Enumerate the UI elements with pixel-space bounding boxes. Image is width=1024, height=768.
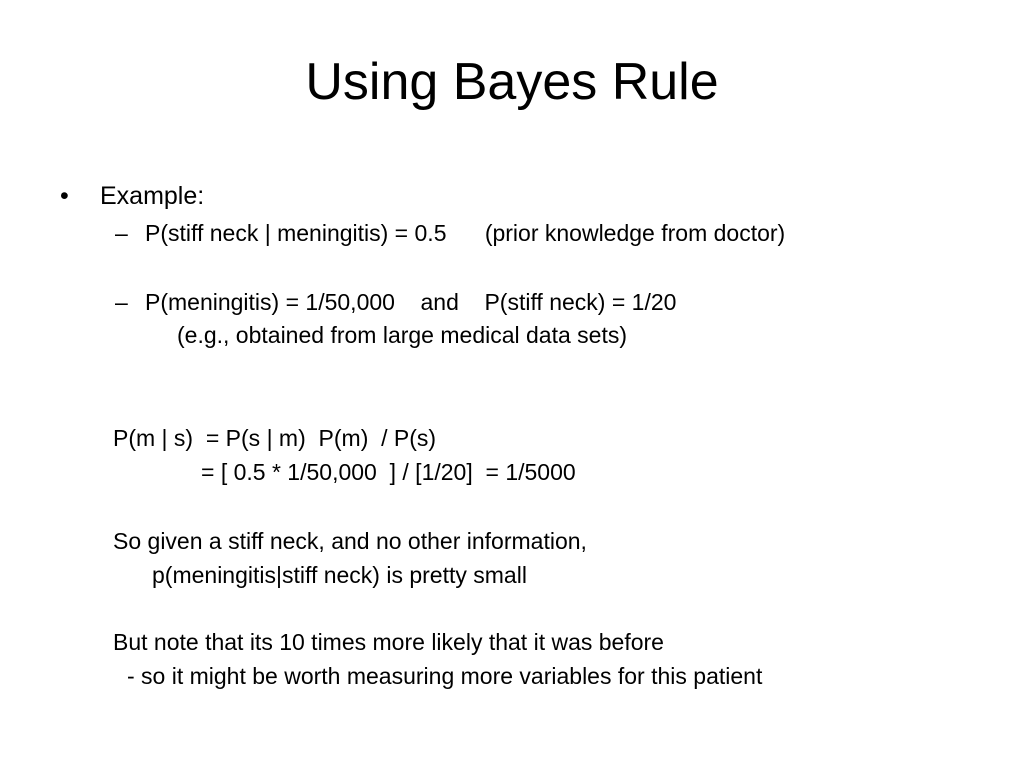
sub-bullet-marker: – (115, 289, 128, 315)
note-line-1: But note that its 10 times more likely that it was before (113, 629, 664, 655)
bullet-marker: • (60, 182, 69, 210)
note-line-2: - so it might be worth measuring more variables for this patient (127, 663, 763, 689)
sub-bullet-likelihood: P(stiff neck | meningitis) = 0.5 (prior knowledge from doctor) (145, 220, 786, 246)
sub-bullet-marker: – (115, 220, 128, 246)
bayes-calculation: = [ 0.5 * 1/50,000 ] / [1/20] = 1/5000 (201, 459, 576, 485)
conclusion-line-1: So given a stiff neck, and no other information, (113, 528, 587, 554)
slide-title: Using Bayes Rule (305, 53, 719, 111)
conclusion-line-2: p(meningitis|stiff neck) is pretty small (152, 562, 527, 588)
bayes-formula: P(m | s) = P(s | m) P(m) / P(s) (113, 425, 437, 451)
sub-bullet-priors-note: (e.g., obtained from large medical data sets) (177, 322, 628, 348)
bullet-example-text: Example: (100, 182, 205, 210)
sub-bullet-priors: P(meningitis) = 1/50,000 and P(stiff neck) = 1/20 (145, 289, 677, 315)
